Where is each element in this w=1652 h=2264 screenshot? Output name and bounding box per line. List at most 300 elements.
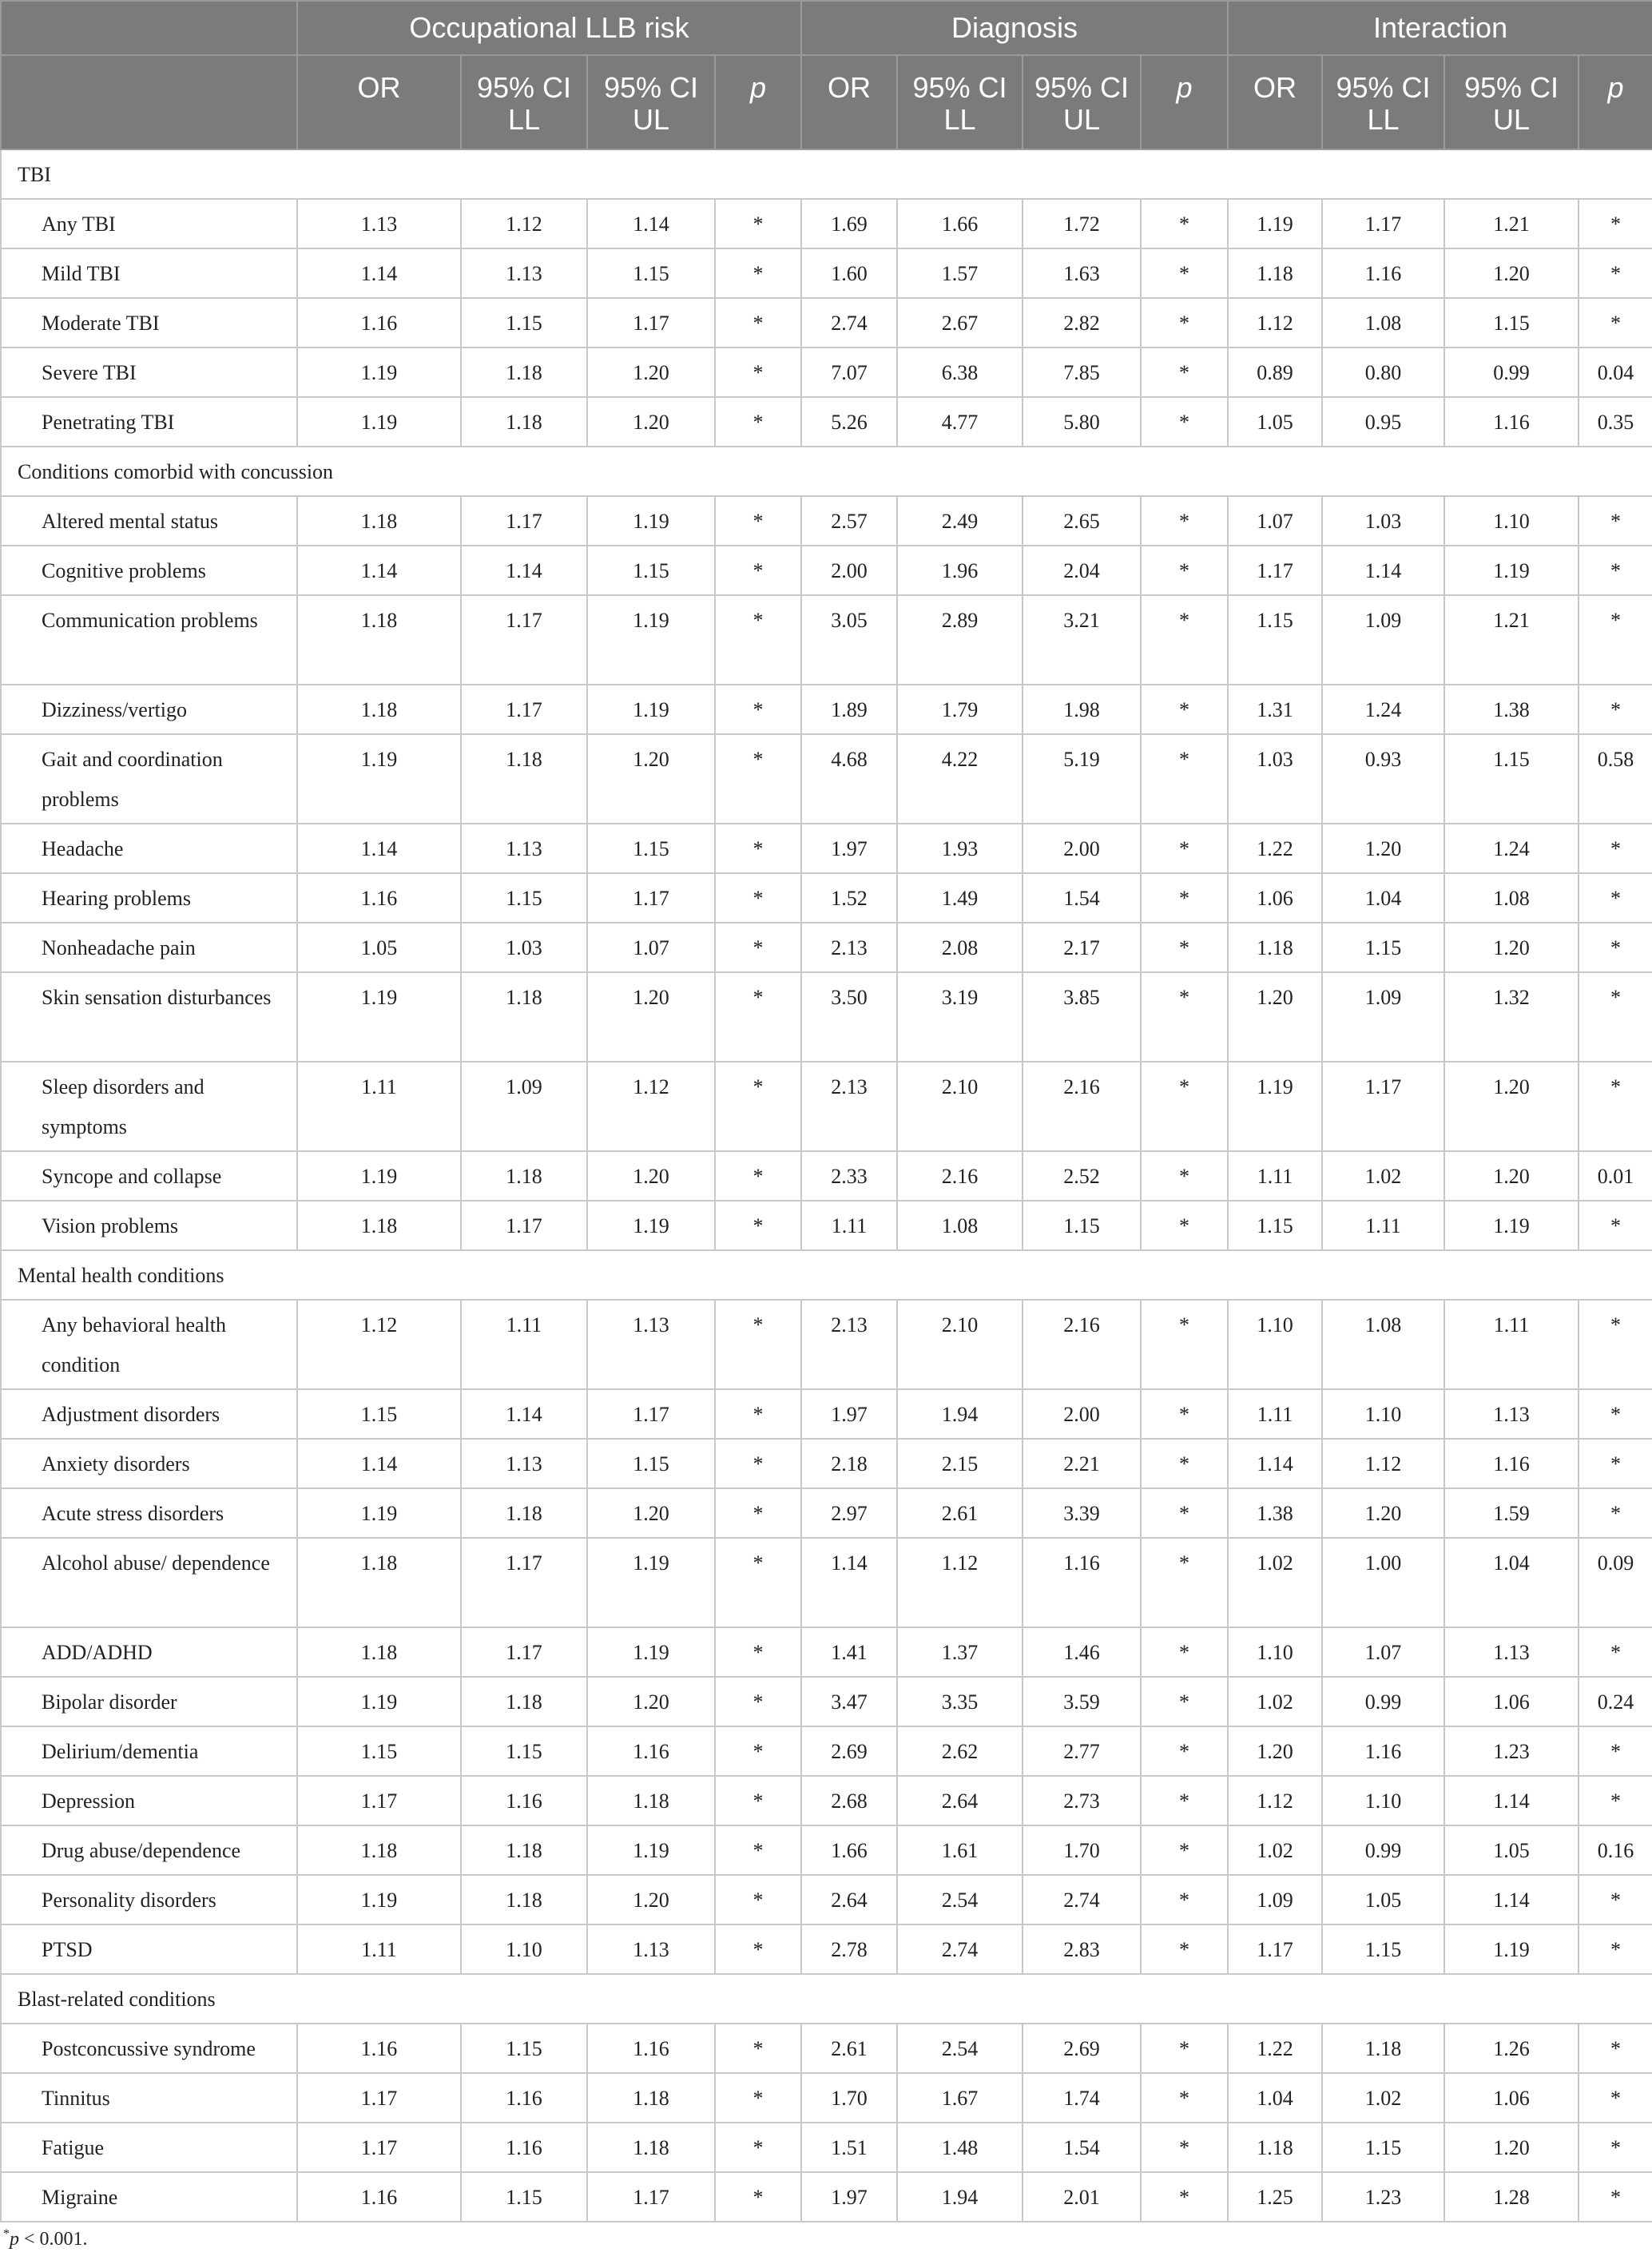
cell-llb-ci-ll: 1.13 xyxy=(461,1439,587,1488)
cell-dx-ci-ul: 1.63 xyxy=(1023,248,1141,298)
cell-dx-p: * xyxy=(1141,546,1228,595)
cell-int-or: 1.25 xyxy=(1228,2172,1322,2222)
cell-int-p: * xyxy=(1579,1300,1652,1389)
cell-dx-p: * xyxy=(1141,248,1228,298)
row-label: Severe TBI xyxy=(1,348,297,397)
cell-int-or: 1.22 xyxy=(1228,2024,1322,2073)
cell-llb-ci-ll: 1.15 xyxy=(461,1726,587,1776)
cell-int-or: 1.17 xyxy=(1228,1924,1322,1974)
cell-int-ci-ll: 1.18 xyxy=(1322,2024,1444,2073)
table-row xyxy=(1,348,1652,397)
table-row xyxy=(1,1924,1652,1974)
cell-llb-ci-ul: 1.17 xyxy=(587,873,715,923)
cell-int-ci-ll: 0.93 xyxy=(1322,734,1444,824)
cell-dx-ci-ul: 1.72 xyxy=(1023,199,1141,248)
cell-dx-ci-ul: 1.16 xyxy=(1023,1538,1141,1627)
cell-int-p: * xyxy=(1579,1627,1652,1677)
cell-int-ci-ul: 1.10 xyxy=(1444,496,1579,546)
cell-dx-or: 2.69 xyxy=(801,1726,897,1776)
cell-int-or: 1.15 xyxy=(1228,1201,1322,1250)
row-label: Depression xyxy=(1,1776,297,1825)
cell-int-or: 1.04 xyxy=(1228,2073,1322,2123)
cell-dx-or: 4.68 xyxy=(801,734,897,824)
cell-int-ci-ll: 1.24 xyxy=(1322,685,1444,734)
cell-int-or: 1.17 xyxy=(1228,546,1322,595)
cell-dx-p: * xyxy=(1141,873,1228,923)
cell-int-or: 1.03 xyxy=(1228,734,1322,824)
cell-llb-p: * xyxy=(715,972,801,1062)
row-label: Penetrating TBI xyxy=(1,397,297,447)
cell-llb-ci-ul: 1.15 xyxy=(587,546,715,595)
cell-int-p: * xyxy=(1579,923,1652,972)
cell-llb-ci-ll: 1.18 xyxy=(461,734,587,824)
cell-dx-ci-ul: 1.70 xyxy=(1023,1825,1141,1875)
cell-int-p: * xyxy=(1579,248,1652,298)
cell-int-ci-ll: 1.02 xyxy=(1322,1151,1444,1201)
table-row xyxy=(1,1300,1652,1389)
cell-llb-ci-ul: 1.16 xyxy=(587,2024,715,2073)
row-label: Anxiety disorders xyxy=(1,1439,297,1488)
cell-dx-ci-ul: 2.77 xyxy=(1023,1726,1141,1776)
cell-dx-ci-ul: 2.04 xyxy=(1023,546,1141,595)
cell-dx-p: * xyxy=(1141,397,1228,447)
row-label: Mild TBI xyxy=(1,248,297,298)
row-label: Syncope and collapse xyxy=(1,1151,297,1201)
cell-dx-ci-ll: 2.64 xyxy=(897,1776,1023,1825)
header-sub-row xyxy=(1,55,1652,149)
footnote-mark: * xyxy=(3,2227,10,2241)
cell-llb-ci-ll: 1.17 xyxy=(461,685,587,734)
cell-int-ci-ll: 0.99 xyxy=(1322,1825,1444,1875)
cell-int-ci-ul: 1.20 xyxy=(1444,2123,1579,2172)
section-header-row xyxy=(1,1974,1652,2024)
cell-llb-ci-ll: 1.15 xyxy=(461,873,587,923)
cell-int-or: 1.09 xyxy=(1228,1875,1322,1924)
cell-llb-p: * xyxy=(715,1677,801,1726)
cell-int-p: * xyxy=(1579,1776,1652,1825)
cell-int-or: 1.07 xyxy=(1228,496,1322,546)
cell-dx-p: * xyxy=(1141,1924,1228,1974)
cell-dx-ci-ll: 2.62 xyxy=(897,1726,1023,1776)
cell-llb-or: 1.15 xyxy=(297,1389,461,1439)
cell-llb-or: 1.12 xyxy=(297,1300,461,1389)
cell-dx-ci-ul: 1.98 xyxy=(1023,685,1141,734)
cell-int-p: 0.24 xyxy=(1579,1677,1652,1726)
cell-dx-or: 2.68 xyxy=(801,1776,897,1825)
cell-dx-or: 2.61 xyxy=(801,2024,897,2073)
cell-dx-p: * xyxy=(1141,2123,1228,2172)
cell-dx-ci-ul: 3.85 xyxy=(1023,972,1141,1062)
cell-int-or: 1.02 xyxy=(1228,1825,1322,1875)
table-row xyxy=(1,1201,1652,1250)
cell-int-p: * xyxy=(1579,199,1652,248)
cell-llb-or: 1.13 xyxy=(297,199,461,248)
cell-dx-p: * xyxy=(1141,1439,1228,1488)
cell-llb-p: * xyxy=(715,1776,801,1825)
cell-int-ci-ll: 1.15 xyxy=(1322,2123,1444,2172)
cell-int-ci-ll: 1.23 xyxy=(1322,2172,1444,2222)
cell-int-ci-ul: 1.14 xyxy=(1444,1776,1579,1825)
row-label: Acute stress disorders xyxy=(1,1488,297,1538)
cell-llb-or: 1.19 xyxy=(297,1488,461,1538)
cell-int-or: 1.11 xyxy=(1228,1151,1322,1201)
cell-int-p: * xyxy=(1579,496,1652,546)
row-label: PTSD xyxy=(1,1924,297,1974)
table-row xyxy=(1,595,1652,685)
cell-dx-or: 3.47 xyxy=(801,1677,897,1726)
cell-dx-or: 1.66 xyxy=(801,1825,897,1875)
cell-int-ci-ll: 1.09 xyxy=(1322,972,1444,1062)
cell-llb-or: 1.17 xyxy=(297,2073,461,2123)
cell-llb-ci-ll: 1.18 xyxy=(461,972,587,1062)
table-row xyxy=(1,1389,1652,1439)
header-or: OR xyxy=(801,55,897,149)
cell-dx-ci-ll: 1.61 xyxy=(897,1825,1023,1875)
cell-llb-ci-ll: 1.03 xyxy=(461,923,587,972)
cell-dx-p: * xyxy=(1141,2073,1228,2123)
section-title: TBI xyxy=(1,149,1652,199)
table-row xyxy=(1,298,1652,348)
cell-int-or: 1.10 xyxy=(1228,1627,1322,1677)
header-ci-ll: 95% CI LL xyxy=(461,55,587,149)
cell-dx-ci-ll: 1.48 xyxy=(897,2123,1023,2172)
table-row xyxy=(1,199,1652,248)
cell-int-p: * xyxy=(1579,685,1652,734)
row-label: ADD/ADHD xyxy=(1,1627,297,1677)
header-or: OR xyxy=(297,55,461,149)
cell-int-ci-ul: 1.16 xyxy=(1444,1439,1579,1488)
cell-dx-ci-ul: 2.01 xyxy=(1023,2172,1141,2222)
table-row xyxy=(1,1677,1652,1726)
cell-dx-p: * xyxy=(1141,2024,1228,2073)
cell-int-or: 1.19 xyxy=(1228,199,1322,248)
cell-dx-p: * xyxy=(1141,1151,1228,1201)
row-label: Altered mental status xyxy=(1,496,297,546)
cell-llb-ci-ul: 1.17 xyxy=(587,2172,715,2222)
cell-int-ci-ll: 1.08 xyxy=(1322,298,1444,348)
cell-int-p: 0.01 xyxy=(1579,1151,1652,1201)
cell-dx-or: 1.60 xyxy=(801,248,897,298)
cell-dx-or: 5.26 xyxy=(801,397,897,447)
cell-int-or: 0.89 xyxy=(1228,348,1322,397)
cell-dx-p: * xyxy=(1141,1677,1228,1726)
cell-llb-ci-ll: 1.15 xyxy=(461,298,587,348)
cell-dx-ci-ll: 1.49 xyxy=(897,873,1023,923)
cell-dx-or: 2.57 xyxy=(801,496,897,546)
cell-int-ci-ll: 1.00 xyxy=(1322,1538,1444,1627)
cell-int-p: 0.09 xyxy=(1579,1538,1652,1627)
cell-llb-p: * xyxy=(715,1875,801,1924)
cell-int-p: * xyxy=(1579,2024,1652,2073)
cell-dx-or: 3.50 xyxy=(801,972,897,1062)
header-p: p xyxy=(715,55,801,149)
cell-dx-ci-ll: 2.15 xyxy=(897,1439,1023,1488)
cell-dx-p: * xyxy=(1141,496,1228,546)
header-group-row xyxy=(1,1,1652,55)
header-group-diagnosis: Diagnosis xyxy=(801,1,1228,55)
cell-dx-ci-ll: 2.54 xyxy=(897,2024,1023,2073)
cell-llb-ci-ll: 1.18 xyxy=(461,397,587,447)
cell-int-p: 0.16 xyxy=(1579,1825,1652,1875)
cell-dx-or: 1.97 xyxy=(801,1389,897,1439)
cell-dx-or: 2.74 xyxy=(801,298,897,348)
cell-int-ci-ul: 1.14 xyxy=(1444,1875,1579,1924)
cell-dx-or: 1.69 xyxy=(801,199,897,248)
header-corner xyxy=(1,1,297,55)
section-header-row xyxy=(1,447,1652,496)
cell-int-p: * xyxy=(1579,1201,1652,1250)
cell-llb-or: 1.05 xyxy=(297,923,461,972)
cell-llb-or: 1.19 xyxy=(297,1151,461,1201)
cell-llb-ci-ul: 1.12 xyxy=(587,1062,715,1151)
cell-dx-ci-ll: 2.10 xyxy=(897,1062,1023,1151)
table-row xyxy=(1,685,1652,734)
cell-int-ci-ul: 1.15 xyxy=(1444,734,1579,824)
cell-llb-or: 1.14 xyxy=(297,1439,461,1488)
cell-int-ci-ll: 1.20 xyxy=(1322,824,1444,873)
cell-llb-p: * xyxy=(715,1300,801,1389)
cell-llb-ci-ll: 1.17 xyxy=(461,595,587,685)
cell-llb-ci-ul: 1.18 xyxy=(587,2123,715,2172)
cell-dx-p: * xyxy=(1141,1875,1228,1924)
cell-int-ci-ll: 1.10 xyxy=(1322,1776,1444,1825)
cell-dx-or: 1.41 xyxy=(801,1627,897,1677)
cell-llb-p: * xyxy=(715,2073,801,2123)
header-group-occupational-llb-risk: Occupational LLB risk xyxy=(297,1,801,55)
cell-int-or: 1.05 xyxy=(1228,397,1322,447)
cell-llb-ci-ll: 1.17 xyxy=(461,496,587,546)
cell-int-or: 1.22 xyxy=(1228,824,1322,873)
table-row xyxy=(1,1726,1652,1776)
cell-int-or: 1.12 xyxy=(1228,298,1322,348)
cell-int-p: * xyxy=(1579,873,1652,923)
row-label: Skin sensation disturbances xyxy=(1,972,297,1062)
cell-int-ci-ul: 1.28 xyxy=(1444,2172,1579,2222)
section-header-row xyxy=(1,149,1652,199)
cell-llb-ci-ll: 1.09 xyxy=(461,1062,587,1151)
cell-llb-ci-ul: 1.19 xyxy=(587,1825,715,1875)
section-title: Mental health conditions xyxy=(1,1250,1652,1300)
cell-dx-or: 1.89 xyxy=(801,685,897,734)
row-label: Dizziness/vertigo xyxy=(1,685,297,734)
row-label: Communication problems xyxy=(1,595,297,685)
cell-dx-or: 2.13 xyxy=(801,923,897,972)
cell-llb-ci-ul: 1.20 xyxy=(587,1875,715,1924)
cell-llb-ci-ul: 1.20 xyxy=(587,1488,715,1538)
cell-llb-or: 1.16 xyxy=(297,873,461,923)
header-ci-ll: 95% CI LL xyxy=(1322,55,1444,149)
table-row xyxy=(1,972,1652,1062)
row-label: Moderate TBI xyxy=(1,298,297,348)
cell-llb-ci-ul: 1.17 xyxy=(587,298,715,348)
cell-int-ci-ll: 1.16 xyxy=(1322,1726,1444,1776)
cell-int-p: * xyxy=(1579,2172,1652,2222)
cell-dx-ci-ll: 3.35 xyxy=(897,1677,1023,1726)
row-label: Adjustment disorders xyxy=(1,1389,297,1439)
cell-int-ci-ll: 1.05 xyxy=(1322,1875,1444,1924)
cell-llb-ci-ll: 1.14 xyxy=(461,1389,587,1439)
cell-llb-ci-ll: 1.15 xyxy=(461,2172,587,2222)
header-ci-ll: 95% CI LL xyxy=(897,55,1023,149)
cell-dx-ci-ul: 2.17 xyxy=(1023,923,1141,972)
cell-dx-or: 2.00 xyxy=(801,546,897,595)
cell-int-ci-ul: 1.59 xyxy=(1444,1488,1579,1538)
cell-llb-p: * xyxy=(715,1726,801,1776)
cell-int-ci-ll: 1.02 xyxy=(1322,2073,1444,2123)
header-or: OR xyxy=(1228,55,1322,149)
cell-llb-or: 1.19 xyxy=(297,397,461,447)
cell-llb-ci-ll: 1.15 xyxy=(461,2024,587,2073)
table-row xyxy=(1,1825,1652,1875)
cell-llb-ci-ll: 1.11 xyxy=(461,1300,587,1389)
cell-dx-or: 1.97 xyxy=(801,824,897,873)
cell-int-p: * xyxy=(1579,298,1652,348)
cell-int-p: * xyxy=(1579,1488,1652,1538)
cell-int-p: * xyxy=(1579,595,1652,685)
cell-int-ci-ll: 1.03 xyxy=(1322,496,1444,546)
cell-dx-ci-ll: 1.66 xyxy=(897,199,1023,248)
cell-dx-ci-ll: 2.10 xyxy=(897,1300,1023,1389)
cell-int-ci-ul: 1.20 xyxy=(1444,923,1579,972)
cell-dx-ci-ul: 2.69 xyxy=(1023,2024,1141,2073)
cell-dx-ci-ll: 4.22 xyxy=(897,734,1023,824)
cell-llb-ci-ul: 1.15 xyxy=(587,248,715,298)
table-row xyxy=(1,2024,1652,2073)
row-label: Any behavioral health condition xyxy=(1,1300,297,1389)
cell-int-ci-ll: 1.04 xyxy=(1322,873,1444,923)
cell-llb-ci-ul: 1.19 xyxy=(587,685,715,734)
cell-dx-ci-ll: 1.67 xyxy=(897,2073,1023,2123)
cell-llb-p: * xyxy=(715,873,801,923)
cell-dx-or: 2.64 xyxy=(801,1875,897,1924)
cell-llb-ci-ul: 1.19 xyxy=(587,1627,715,1677)
cell-dx-ci-ul: 2.21 xyxy=(1023,1439,1141,1488)
cell-dx-ci-ul: 1.54 xyxy=(1023,2123,1141,2172)
row-label: Hearing problems xyxy=(1,873,297,923)
cell-llb-p: * xyxy=(715,1924,801,1974)
cell-dx-ci-ll: 2.61 xyxy=(897,1488,1023,1538)
cell-llb-or: 1.19 xyxy=(297,734,461,824)
cell-dx-ci-ul: 3.59 xyxy=(1023,1677,1141,1726)
cell-llb-ci-ul: 1.19 xyxy=(587,1538,715,1627)
cell-dx-ci-ll: 2.16 xyxy=(897,1151,1023,1201)
cell-llb-p: * xyxy=(715,923,801,972)
cell-int-ci-ul: 1.24 xyxy=(1444,824,1579,873)
cell-dx-ci-ll: 2.67 xyxy=(897,298,1023,348)
cell-int-ci-ul: 1.26 xyxy=(1444,2024,1579,2073)
cell-dx-ci-ll: 2.49 xyxy=(897,496,1023,546)
cell-int-ci-ul: 1.20 xyxy=(1444,1062,1579,1151)
cell-int-or: 1.11 xyxy=(1228,1389,1322,1439)
cell-int-ci-ul: 1.19 xyxy=(1444,546,1579,595)
cell-int-ci-ll: 0.95 xyxy=(1322,397,1444,447)
table-row xyxy=(1,546,1652,595)
cell-dx-or: 2.18 xyxy=(801,1439,897,1488)
table-body xyxy=(1,149,1652,2222)
cell-int-ci-ul: 1.05 xyxy=(1444,1825,1579,1875)
cell-dx-ci-ll: 2.08 xyxy=(897,923,1023,972)
cell-dx-ci-ll: 1.93 xyxy=(897,824,1023,873)
cell-dx-p: * xyxy=(1141,348,1228,397)
cell-dx-p: * xyxy=(1141,1389,1228,1439)
table-row xyxy=(1,1875,1652,1924)
cell-dx-ci-ul: 1.46 xyxy=(1023,1627,1141,1677)
cell-dx-ci-ul: 2.16 xyxy=(1023,1300,1141,1389)
cell-int-ci-ll: 1.17 xyxy=(1322,199,1444,248)
cell-dx-ci-ll: 1.94 xyxy=(897,1389,1023,1439)
cell-dx-ci-ul: 3.21 xyxy=(1023,595,1141,685)
cell-dx-or: 1.97 xyxy=(801,2172,897,2222)
cell-int-or: 1.31 xyxy=(1228,685,1322,734)
cell-dx-p: * xyxy=(1141,298,1228,348)
cell-llb-ci-ul: 1.20 xyxy=(587,1151,715,1201)
cell-dx-ci-ll: 3.19 xyxy=(897,972,1023,1062)
cell-llb-p: * xyxy=(715,1825,801,1875)
table-row xyxy=(1,873,1652,923)
cell-llb-ci-ul: 1.19 xyxy=(587,496,715,546)
cell-llb-ci-ll: 1.18 xyxy=(461,348,587,397)
section-header-row xyxy=(1,1250,1652,1300)
table-row xyxy=(1,248,1652,298)
cell-int-p: * xyxy=(1579,1924,1652,1974)
cell-llb-ci-ul: 1.17 xyxy=(587,1389,715,1439)
cell-llb-ci-ll: 1.18 xyxy=(461,1488,587,1538)
cell-int-or: 1.14 xyxy=(1228,1439,1322,1488)
footnote-symbol: p xyxy=(10,2229,19,2250)
cell-llb-ci-ll: 1.18 xyxy=(461,1875,587,1924)
cell-llb-or: 1.11 xyxy=(297,1062,461,1151)
table-row xyxy=(1,824,1652,873)
cell-int-or: 1.38 xyxy=(1228,1488,1322,1538)
cell-dx-ci-ul: 2.82 xyxy=(1023,298,1141,348)
cell-dx-p: * xyxy=(1141,1201,1228,1250)
table-row xyxy=(1,1439,1652,1488)
table-row xyxy=(1,1062,1652,1151)
cell-int-or: 1.20 xyxy=(1228,1726,1322,1776)
cell-int-ci-ll: 0.99 xyxy=(1322,1677,1444,1726)
cell-dx-ci-ul: 5.19 xyxy=(1023,734,1141,824)
cell-int-ci-ll: 1.15 xyxy=(1322,923,1444,972)
cell-dx-ci-ul: 1.74 xyxy=(1023,2073,1141,2123)
cell-dx-or: 1.52 xyxy=(801,873,897,923)
cell-llb-or: 1.14 xyxy=(297,546,461,595)
cell-llb-or: 1.14 xyxy=(297,824,461,873)
footnote xyxy=(3,2227,88,2250)
cell-llb-p: * xyxy=(715,1439,801,1488)
cell-dx-ci-ul: 2.00 xyxy=(1023,1389,1141,1439)
cell-int-ci-ll: 1.07 xyxy=(1322,1627,1444,1677)
cell-int-ci-ll: 1.20 xyxy=(1322,1488,1444,1538)
header-group-interaction: Interaction xyxy=(1228,1,1652,55)
cell-llb-ci-ul: 1.16 xyxy=(587,1726,715,1776)
cell-int-or: 1.06 xyxy=(1228,873,1322,923)
cell-dx-or: 1.11 xyxy=(801,1201,897,1250)
cell-dx-p: * xyxy=(1141,1825,1228,1875)
cell-llb-ci-ll: 1.17 xyxy=(461,1201,587,1250)
cell-llb-p: * xyxy=(715,496,801,546)
cell-int-ci-ll: 1.11 xyxy=(1322,1201,1444,1250)
header-p: p xyxy=(1141,55,1228,149)
cell-int-ci-ul: 1.13 xyxy=(1444,1389,1579,1439)
cell-llb-p: * xyxy=(715,1062,801,1151)
cell-llb-p: * xyxy=(715,1201,801,1250)
cell-dx-ci-ll: 2.89 xyxy=(897,595,1023,685)
cell-llb-or: 1.18 xyxy=(297,1825,461,1875)
cell-llb-p: * xyxy=(715,199,801,248)
cell-llb-ci-ul: 1.14 xyxy=(587,199,715,248)
cell-dx-p: * xyxy=(1141,1776,1228,1825)
cell-llb-p: * xyxy=(715,248,801,298)
